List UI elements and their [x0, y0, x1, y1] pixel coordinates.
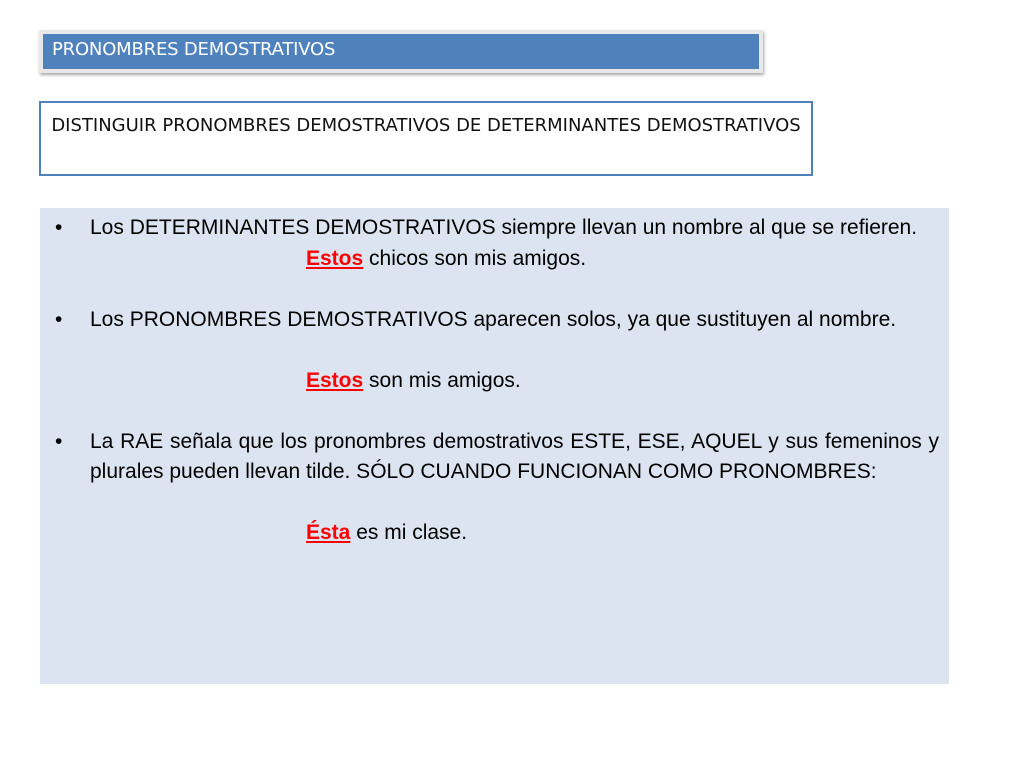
bullet-text: Los DETERMINANTES DEMOSTRATIVOS siempre llevan un nombre al que se refieren. — [90, 216, 918, 239]
title-bar — [39, 30, 763, 73]
slide-title: PRONOMBRES DEMOSTRATIVOS — [43, 34, 759, 69]
spacer — [50, 488, 939, 519]
bullet-text: La RAE señala que los pronombres demostrativos ESTE, ESE, AQUEL y sus femeninos y plurales pueden llevan tilde. SÓLO CUANDO FUNCIONAN COMO PRONOMBRES: — [90, 429, 939, 483]
example-line — [50, 244, 939, 275]
bullet-item-rae — [50, 427, 939, 488]
example-rest: es mi clase. — [350, 521, 468, 544]
subtitle-box — [39, 101, 813, 176]
bullet-text: Los PRONOMBRES DEMOSTRATIVOS aparecen solos, ya que sustituyen al nombre. — [90, 307, 897, 331]
bullet-item-determinantes — [50, 213, 939, 244]
example-word: Ésta — [306, 521, 351, 544]
example-word: Estos — [306, 246, 364, 270]
example-rest: son mis amigos. — [363, 368, 521, 392]
spacer — [50, 396, 939, 427]
content-box — [40, 208, 949, 684]
subtitle-text: DISTINGUIR PRONOMBRES DEMOSTRATIVOS DE DETERMINANTES DEMOSTRATIVOS — [51, 115, 801, 136]
example-word: Estos — [306, 368, 364, 392]
bullet-icon: • — [55, 307, 63, 331]
example-line — [50, 518, 939, 549]
spacer — [50, 274, 939, 305]
bullet-item-pronombres — [50, 305, 939, 336]
example-rest: chicos son mis amigos. — [363, 246, 587, 270]
spacer — [50, 335, 939, 366]
bullet-icon: • — [55, 216, 63, 239]
bullet-icon: • — [55, 429, 63, 453]
example-line — [50, 366, 939, 397]
